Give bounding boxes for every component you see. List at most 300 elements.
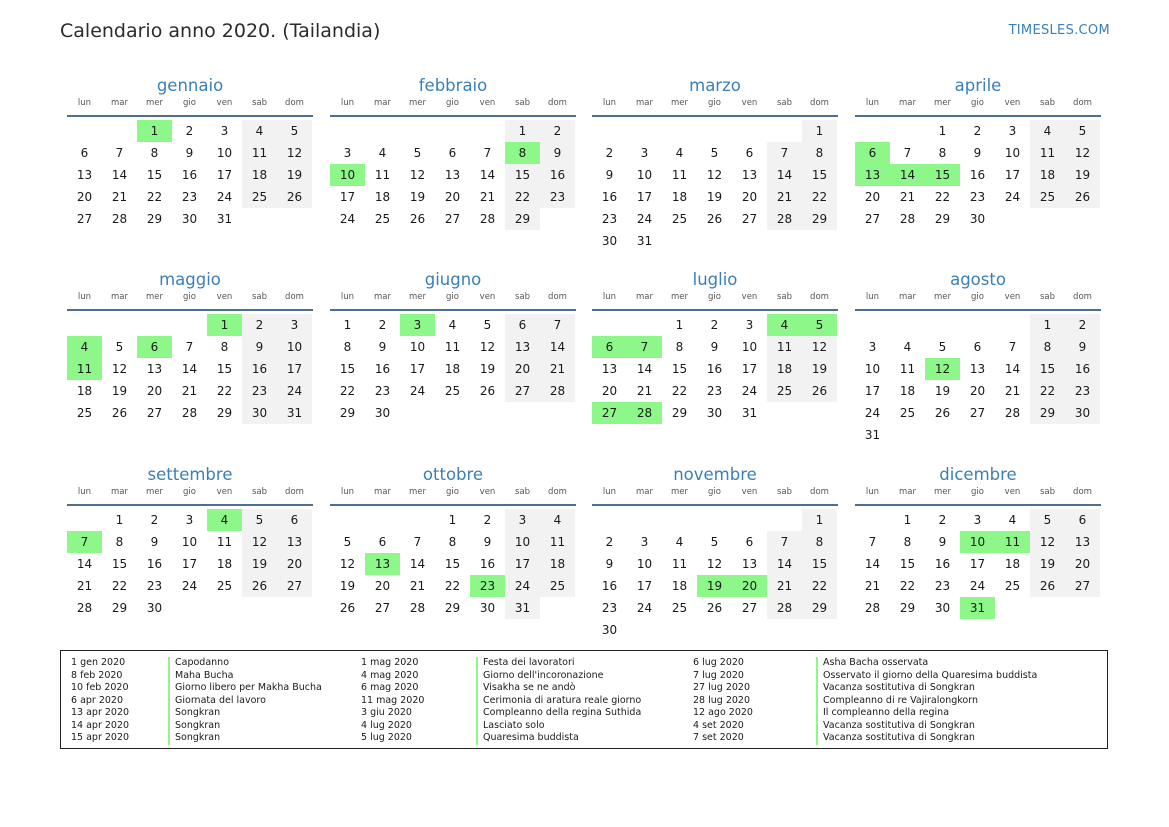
weekday-label: mer bbox=[145, 292, 163, 302]
weekday-label: mer bbox=[670, 292, 688, 302]
day-cell: 26 bbox=[934, 406, 951, 420]
day-cell: 5 bbox=[938, 340, 947, 354]
month-header-rule bbox=[67, 309, 313, 311]
day-cell: 24 bbox=[864, 406, 881, 420]
day-cell: 27 bbox=[864, 212, 881, 226]
legend-date: 4 mag 2020 bbox=[361, 669, 419, 681]
day-cell: 3 bbox=[868, 340, 877, 354]
legend-date: 6 lug 2020 bbox=[693, 657, 744, 668]
day-cell: 23 bbox=[242, 380, 277, 402]
day-cell: 28 bbox=[479, 212, 496, 226]
day-cell: 2 bbox=[378, 318, 387, 332]
day-cell: 9 bbox=[605, 168, 614, 182]
month-name: febbraio bbox=[418, 76, 488, 95]
day-cell: 12 bbox=[706, 557, 723, 571]
weekday-label: lun bbox=[602, 98, 617, 108]
day-cell: 19 bbox=[802, 358, 837, 380]
day-cell: 27 bbox=[444, 212, 461, 226]
weekday-label: dom bbox=[1073, 487, 1092, 497]
weekday-label: mer bbox=[408, 292, 426, 302]
weekday-label: gio bbox=[708, 292, 721, 302]
day-cell: 24 bbox=[216, 190, 233, 204]
day-cell: 25 bbox=[540, 575, 575, 597]
holiday-cell: 10 bbox=[330, 164, 365, 186]
weekday-label: lun bbox=[602, 292, 617, 302]
day-cell: 17 bbox=[216, 168, 233, 182]
holiday-cell: 19 bbox=[697, 575, 732, 597]
day-cell: 29 bbox=[505, 208, 540, 230]
day-cell: 30 bbox=[934, 601, 951, 615]
day-cell: 28 bbox=[409, 601, 426, 615]
day-cell: 1 bbox=[903, 513, 912, 527]
day-cell: 27 bbox=[374, 601, 391, 615]
day-cell: 10 bbox=[636, 168, 653, 182]
day-cell: 5 bbox=[710, 535, 719, 549]
holiday-cell: 7 bbox=[67, 531, 102, 553]
day-cell: 17 bbox=[864, 384, 881, 398]
day-cell: 12 bbox=[706, 168, 723, 182]
weekday-label: ven bbox=[1004, 98, 1021, 108]
weekday-label: mar bbox=[374, 487, 391, 497]
day-cell: 18 bbox=[76, 384, 93, 398]
day-cell: 31 bbox=[505, 597, 540, 619]
weekday-label: ven bbox=[479, 98, 496, 108]
day-cell: 5 bbox=[277, 120, 312, 142]
holiday-cell: 4 bbox=[767, 314, 802, 336]
day-cell: 5 bbox=[710, 146, 719, 160]
holiday-cell: 11 bbox=[995, 531, 1030, 553]
day-cell: 3 bbox=[973, 513, 982, 527]
legend-date: 8 feb 2020 bbox=[71, 669, 123, 681]
day-cell: 1 bbox=[802, 509, 837, 531]
day-cell: 24 bbox=[409, 384, 426, 398]
day-cell: 14 bbox=[636, 362, 653, 376]
day-cell: 26 bbox=[802, 380, 837, 402]
day-cell: 18 bbox=[540, 553, 575, 575]
day-cell: 4 bbox=[540, 509, 575, 531]
day-cell: 20 bbox=[374, 579, 391, 593]
day-cell: 12 bbox=[242, 531, 277, 553]
legend-holiday-name: Il compleanno della regina bbox=[816, 707, 949, 720]
day-cell: 27 bbox=[741, 212, 758, 226]
day-cell: 21 bbox=[540, 358, 575, 380]
weekday-label: mer bbox=[145, 98, 163, 108]
weekday-label: ven bbox=[1004, 292, 1021, 302]
day-cell: 27 bbox=[969, 406, 986, 420]
legend-holiday-name: Songkran bbox=[168, 720, 220, 733]
day-cell: 16 bbox=[601, 190, 618, 204]
month-header-rule bbox=[67, 115, 313, 117]
day-cell: 29 bbox=[934, 212, 951, 226]
day-cell: 6 bbox=[973, 340, 982, 354]
day-cell: 14 bbox=[181, 362, 198, 376]
holiday-cell: 8 bbox=[505, 142, 540, 164]
day-cell: 18 bbox=[242, 164, 277, 186]
day-cell: 29 bbox=[671, 406, 688, 420]
day-cell: 8 bbox=[220, 340, 229, 354]
day-cell: 12 bbox=[409, 168, 426, 182]
day-cell: 7 bbox=[868, 535, 877, 549]
day-cell: 23 bbox=[601, 212, 618, 226]
weekday-label: ven bbox=[216, 98, 233, 108]
weekday-label: mar bbox=[636, 292, 653, 302]
day-cell: 17 bbox=[339, 190, 356, 204]
holiday-cell: 13 bbox=[365, 553, 400, 575]
weekday-label: dom bbox=[548, 487, 567, 497]
day-cell: 19 bbox=[1030, 553, 1065, 575]
brand-link[interactable]: TIMESLES.COM bbox=[1008, 23, 1110, 38]
day-cell: 30 bbox=[242, 402, 277, 424]
day-cell: 28 bbox=[540, 380, 575, 402]
legend-holiday-name: Giorno dell'incoronazione bbox=[476, 670, 604, 683]
day-cell: 4 bbox=[675, 146, 684, 160]
legend-date: 6 mag 2020 bbox=[361, 682, 419, 693]
day-cell: 24 bbox=[1004, 190, 1021, 204]
day-cell: 17 bbox=[1004, 168, 1021, 182]
weekday-label: gio bbox=[183, 487, 196, 497]
weekday-label: sab bbox=[514, 292, 531, 302]
day-cell: 31 bbox=[636, 234, 653, 248]
day-cell: 20 bbox=[146, 384, 163, 398]
month-header-rule bbox=[330, 115, 576, 117]
day-cell: 1 bbox=[802, 120, 837, 142]
day-cell: 15 bbox=[802, 553, 837, 575]
day-cell: 21 bbox=[767, 575, 802, 597]
day-cell: 26 bbox=[706, 601, 723, 615]
page-title: Calendario anno 2020. (Tailandia) bbox=[60, 20, 381, 42]
day-cell: 5 bbox=[343, 535, 352, 549]
day-cell: 23 bbox=[969, 190, 986, 204]
day-cell: 17 bbox=[969, 557, 986, 571]
day-cell: 5 bbox=[242, 509, 277, 531]
day-cell: 20 bbox=[76, 190, 93, 204]
weekday-label: mar bbox=[374, 292, 391, 302]
day-cell: 3 bbox=[343, 146, 352, 160]
day-cell: 14 bbox=[767, 164, 802, 186]
day-cell: 21 bbox=[1004, 384, 1021, 398]
weekday-label: mar bbox=[111, 487, 128, 497]
weekday-label: sab bbox=[251, 98, 268, 108]
day-cell: 20 bbox=[505, 358, 540, 380]
day-cell: 29 bbox=[339, 406, 356, 420]
day-cell: 29 bbox=[444, 601, 461, 615]
month-name: aprile bbox=[954, 76, 1002, 95]
day-cell: 19 bbox=[1065, 164, 1100, 186]
day-cell: 12 bbox=[111, 362, 128, 376]
day-cell: 16 bbox=[601, 579, 618, 593]
weekday-label: mer bbox=[933, 487, 951, 497]
weekday-label: mer bbox=[933, 98, 951, 108]
day-cell: 19 bbox=[934, 384, 951, 398]
legend-holiday-name: Lasciato solo bbox=[476, 720, 545, 733]
day-cell: 6 bbox=[745, 146, 754, 160]
legend-date: 7 lug 2020 bbox=[693, 669, 744, 681]
day-cell: 27 bbox=[146, 406, 163, 420]
day-cell: 25 bbox=[899, 406, 916, 420]
weekday-label: gio bbox=[708, 487, 721, 497]
legend-holiday-name: Osservato il giorno della Quaresima buddista bbox=[816, 670, 1037, 683]
day-cell: 16 bbox=[374, 362, 391, 376]
day-cell: 22 bbox=[505, 186, 540, 208]
day-cell: 27 bbox=[277, 575, 312, 597]
month-header-rule bbox=[330, 309, 576, 311]
day-cell: 27 bbox=[505, 380, 540, 402]
day-cell: 14 bbox=[767, 553, 802, 575]
legend-holiday-name: Vacanza sostitutiva di Songkran bbox=[816, 732, 975, 745]
day-cell: 8 bbox=[150, 146, 159, 160]
holiday-cell: 3 bbox=[400, 314, 435, 336]
day-cell: 10 bbox=[1004, 146, 1021, 160]
day-cell: 18 bbox=[671, 190, 688, 204]
day-cell: 30 bbox=[706, 406, 723, 420]
day-cell: 28 bbox=[899, 212, 916, 226]
month-name: novembre bbox=[673, 465, 757, 484]
day-cell: 11 bbox=[374, 168, 391, 182]
month-header-rule bbox=[592, 115, 838, 117]
day-cell: 7 bbox=[1008, 340, 1017, 354]
weekday-label: mer bbox=[145, 487, 163, 497]
holiday-cell: 6 bbox=[137, 336, 172, 358]
day-cell: 26 bbox=[1030, 575, 1065, 597]
day-cell: 13 bbox=[146, 362, 163, 376]
legend-holiday-name: Giorno libero per Makha Bucha bbox=[168, 682, 322, 695]
day-cell: 30 bbox=[181, 212, 198, 226]
day-cell: 5 bbox=[483, 318, 492, 332]
day-cell: 21 bbox=[76, 579, 93, 593]
month-header-rule bbox=[855, 504, 1101, 506]
day-cell: 11 bbox=[242, 142, 277, 164]
day-cell: 23 bbox=[601, 601, 618, 615]
legend-date: 5 lug 2020 bbox=[361, 732, 412, 743]
day-cell: 9 bbox=[483, 535, 492, 549]
day-cell: 3 bbox=[1008, 124, 1017, 138]
holiday-cell: 28 bbox=[627, 402, 662, 424]
legend-date: 1 gen 2020 bbox=[71, 657, 126, 668]
day-cell: 12 bbox=[339, 557, 356, 571]
day-cell: 25 bbox=[216, 579, 233, 593]
day-cell: 28 bbox=[864, 601, 881, 615]
month-header-rule bbox=[592, 504, 838, 506]
weekday-label: lun bbox=[602, 487, 617, 497]
day-cell: 28 bbox=[1004, 406, 1021, 420]
day-cell: 3 bbox=[277, 314, 312, 336]
day-cell: 29 bbox=[216, 406, 233, 420]
day-cell: 8 bbox=[1030, 336, 1065, 358]
holiday-cell: 6 bbox=[855, 142, 890, 164]
day-cell: 23 bbox=[181, 190, 198, 204]
legend-date: 14 apr 2020 bbox=[71, 719, 130, 731]
month-header-rule bbox=[855, 115, 1101, 117]
day-cell: 30 bbox=[374, 406, 391, 420]
day-cell: 20 bbox=[969, 384, 986, 398]
weekday-label: gio bbox=[708, 98, 721, 108]
day-cell: 18 bbox=[216, 557, 233, 571]
day-cell: 12 bbox=[802, 336, 837, 358]
day-cell: 25 bbox=[671, 601, 688, 615]
day-cell: 10 bbox=[409, 340, 426, 354]
day-cell: 29 bbox=[1030, 402, 1065, 424]
weekday-label: mar bbox=[899, 292, 916, 302]
day-cell: 11 bbox=[671, 557, 688, 571]
weekday-label: mar bbox=[111, 98, 128, 108]
weekday-label: dom bbox=[285, 98, 304, 108]
day-cell: 7 bbox=[413, 535, 422, 549]
day-cell: 28 bbox=[111, 212, 128, 226]
day-cell: 7 bbox=[903, 146, 912, 160]
day-cell: 7 bbox=[115, 146, 124, 160]
day-cell: 15 bbox=[505, 164, 540, 186]
weekday-label: dom bbox=[285, 487, 304, 497]
day-cell: 2 bbox=[150, 513, 159, 527]
weekday-label: mer bbox=[670, 487, 688, 497]
day-cell: 19 bbox=[277, 164, 312, 186]
day-cell: 5 bbox=[115, 340, 124, 354]
day-cell: 1 bbox=[448, 513, 457, 527]
day-cell: 14 bbox=[111, 168, 128, 182]
day-cell: 28 bbox=[181, 406, 198, 420]
month-header-rule bbox=[592, 309, 838, 311]
day-cell: 25 bbox=[1004, 579, 1021, 593]
day-cell: 13 bbox=[969, 362, 986, 376]
holiday-cell: 4 bbox=[207, 509, 242, 531]
legend-holiday-name: Cerimonia di aratura reale giorno bbox=[476, 695, 641, 708]
day-cell: 10 bbox=[505, 531, 540, 553]
month-name: luglio bbox=[692, 270, 738, 289]
day-cell: 29 bbox=[111, 601, 128, 615]
legend-holiday-name: Visakha se ne andò bbox=[476, 682, 575, 695]
day-cell: 9 bbox=[242, 336, 277, 358]
day-cell: 26 bbox=[277, 186, 312, 208]
day-cell: 22 bbox=[216, 384, 233, 398]
day-cell: 18 bbox=[444, 362, 461, 376]
legend-date: 6 apr 2020 bbox=[71, 694, 124, 706]
day-cell: 11 bbox=[899, 362, 916, 376]
holiday-cell: 10 bbox=[960, 531, 995, 553]
day-cell: 11 bbox=[540, 531, 575, 553]
day-cell: 8 bbox=[675, 340, 684, 354]
legend-date: 11 mag 2020 bbox=[361, 694, 425, 706]
day-cell: 29 bbox=[802, 597, 837, 619]
day-cell: 25 bbox=[242, 186, 277, 208]
day-cell: 20 bbox=[601, 384, 618, 398]
day-cell: 20 bbox=[1065, 553, 1100, 575]
day-cell: 24 bbox=[505, 575, 540, 597]
day-cell: 13 bbox=[277, 531, 312, 553]
day-cell: 22 bbox=[1030, 380, 1065, 402]
day-cell: 19 bbox=[242, 553, 277, 575]
day-cell: 2 bbox=[540, 120, 575, 142]
day-cell: 28 bbox=[767, 208, 802, 230]
day-cell: 6 bbox=[1065, 509, 1100, 531]
legend-date: 7 set 2020 bbox=[693, 732, 744, 743]
day-cell: 15 bbox=[1030, 358, 1065, 380]
day-cell: 6 bbox=[378, 535, 387, 549]
holiday-cell: 14 bbox=[890, 164, 925, 186]
day-cell: 4 bbox=[903, 340, 912, 354]
weekday-label: dom bbox=[1073, 98, 1092, 108]
day-cell: 29 bbox=[146, 212, 163, 226]
day-cell: 20 bbox=[864, 190, 881, 204]
day-cell: 3 bbox=[185, 513, 194, 527]
day-cell: 9 bbox=[150, 535, 159, 549]
day-cell: 30 bbox=[969, 212, 986, 226]
legend-holiday-name: Festa dei lavoratori bbox=[476, 657, 575, 670]
day-cell: 11 bbox=[671, 168, 688, 182]
weekday-label: sab bbox=[251, 292, 268, 302]
weekday-label: ven bbox=[479, 487, 496, 497]
weekday-label: lun bbox=[340, 487, 355, 497]
day-cell: 26 bbox=[1065, 186, 1100, 208]
day-cell: 9 bbox=[938, 535, 947, 549]
weekday-label: lun bbox=[865, 292, 880, 302]
weekday-label: lun bbox=[77, 487, 92, 497]
weekday-label: lun bbox=[77, 98, 92, 108]
weekday-label: mer bbox=[408, 98, 426, 108]
weekday-label: gio bbox=[183, 98, 196, 108]
day-cell: 24 bbox=[277, 380, 312, 402]
weekday-label: sab bbox=[1039, 292, 1056, 302]
day-cell: 25 bbox=[1030, 186, 1065, 208]
day-cell: 12 bbox=[479, 340, 496, 354]
day-cell: 25 bbox=[671, 212, 688, 226]
day-cell: 25 bbox=[76, 406, 93, 420]
weekday-label: dom bbox=[548, 98, 567, 108]
legend-date: 3 giu 2020 bbox=[361, 707, 412, 718]
legend-date: 13 apr 2020 bbox=[71, 707, 130, 718]
weekday-label: mar bbox=[899, 487, 916, 497]
day-cell: 16 bbox=[934, 557, 951, 571]
weekday-label: sab bbox=[1039, 487, 1056, 497]
holiday-cell: 12 bbox=[925, 358, 960, 380]
legend-date: 1 mag 2020 bbox=[361, 657, 419, 668]
legend-holiday-name: Giornata del lavoro bbox=[168, 695, 266, 708]
legend-holiday-name: Songkran bbox=[168, 732, 220, 745]
day-cell: 10 bbox=[636, 557, 653, 571]
month-name: ottobre bbox=[422, 465, 484, 484]
day-cell: 4 bbox=[378, 146, 387, 160]
day-cell: 26 bbox=[706, 212, 723, 226]
day-cell: 1 bbox=[115, 513, 124, 527]
weekday-label: mer bbox=[933, 292, 951, 302]
weekday-label: ven bbox=[741, 292, 758, 302]
day-cell: 5 bbox=[1065, 120, 1100, 142]
day-cell: 2 bbox=[605, 146, 614, 160]
day-cell: 15 bbox=[111, 557, 128, 571]
day-cell: 22 bbox=[339, 384, 356, 398]
legend-date: 28 lug 2020 bbox=[693, 694, 750, 706]
weekday-label: ven bbox=[216, 487, 233, 497]
day-cell: 2 bbox=[1065, 314, 1100, 336]
legend-date: 4 lug 2020 bbox=[361, 719, 412, 731]
day-cell: 13 bbox=[1065, 531, 1100, 553]
holiday-cell: 4 bbox=[67, 336, 102, 358]
day-cell: 1 bbox=[505, 120, 540, 142]
day-cell: 10 bbox=[741, 340, 758, 354]
day-cell: 4 bbox=[448, 318, 457, 332]
day-cell: 15 bbox=[146, 168, 163, 182]
day-cell: 26 bbox=[111, 406, 128, 420]
day-cell: 16 bbox=[242, 358, 277, 380]
day-cell: 23 bbox=[706, 384, 723, 398]
holiday-cell: 11 bbox=[67, 358, 102, 380]
weekday-label: ven bbox=[741, 487, 758, 497]
day-cell: 31 bbox=[741, 406, 758, 420]
day-cell: 29 bbox=[802, 208, 837, 230]
day-cell: 26 bbox=[409, 212, 426, 226]
weekday-label: mer bbox=[670, 98, 688, 108]
day-cell: 14 bbox=[1004, 362, 1021, 376]
day-cell: 24 bbox=[181, 579, 198, 593]
